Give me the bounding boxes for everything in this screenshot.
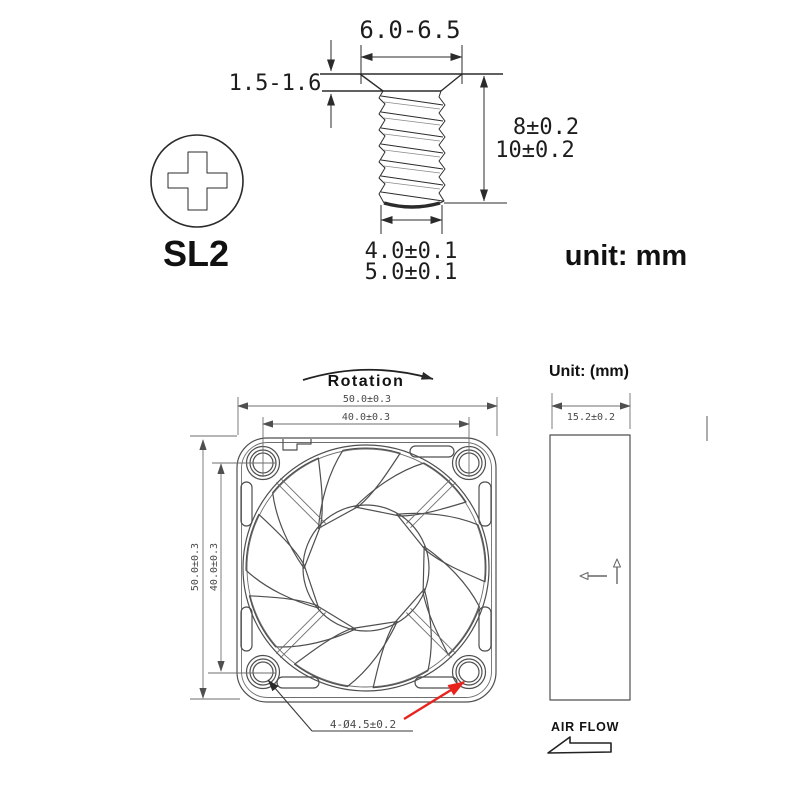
dim-thread-diameter (365, 205, 458, 285)
airflow-label: AIR FLOW (551, 720, 620, 734)
length-a-value: 8±0.2 (512, 115, 580, 140)
screw-thread-body (379, 91, 445, 207)
frame-notch (283, 439, 311, 450)
cross-recess-icon (168, 152, 227, 210)
head-height-value: 1.5-1.6 (228, 71, 322, 96)
rotation-label: Rotation (327, 373, 405, 390)
fan-front-view (208, 417, 510, 707)
head-circle (151, 135, 243, 227)
airflow-arrow-icon (548, 737, 611, 753)
head-diameter-value: 6.0-6.5 (359, 16, 461, 44)
airflow-legend (548, 720, 619, 753)
fan-unit-note: Unit: (mm) (549, 363, 629, 380)
impeller (225, 423, 510, 707)
fan-hole-pitch-value: 40.0±0.3 (341, 412, 391, 423)
thread-dia-b-value: 5.0±0.1 (364, 260, 458, 285)
screw-drawing (151, 16, 687, 285)
direction-arrows (580, 559, 621, 584)
fan-side-view (549, 363, 707, 700)
rotation-direction-icon (614, 559, 621, 567)
screw-head-front-view (151, 135, 243, 274)
mounting-hole-bottom-right (453, 656, 486, 689)
thread-dia-a-value: 4.0±0.1 (364, 239, 458, 264)
fan-drawing (190, 363, 707, 753)
hub-circle (303, 505, 429, 631)
dim-screw-length (444, 76, 579, 203)
screw-tip (384, 203, 440, 207)
rotation-indicator (303, 370, 433, 390)
fan-height-value: 50.0±0.3 (190, 542, 201, 592)
fan-depth-value: 15.2±0.2 (566, 412, 616, 423)
fan-blades (225, 423, 510, 707)
dim-fan-height (190, 436, 240, 699)
fan-width-value: 50.0±0.3 (342, 394, 392, 405)
screw-head-chamfer (360, 74, 462, 91)
airflow-direction-icon (580, 573, 588, 580)
length-b-value: 10±0.2 (495, 138, 575, 163)
fan-hole-pitch-v-value: 40.0±0.3 (209, 542, 220, 592)
dim-fan-width (238, 394, 497, 436)
drive-type-label: SL2 (162, 233, 230, 274)
mounting-holes-value: 4-Ø4.5±0.2 (329, 718, 397, 731)
dim-head-height (229, 40, 331, 128)
mounting-hole-bottom-left (247, 656, 280, 689)
screw-unit-note: unit: mm (564, 240, 688, 272)
